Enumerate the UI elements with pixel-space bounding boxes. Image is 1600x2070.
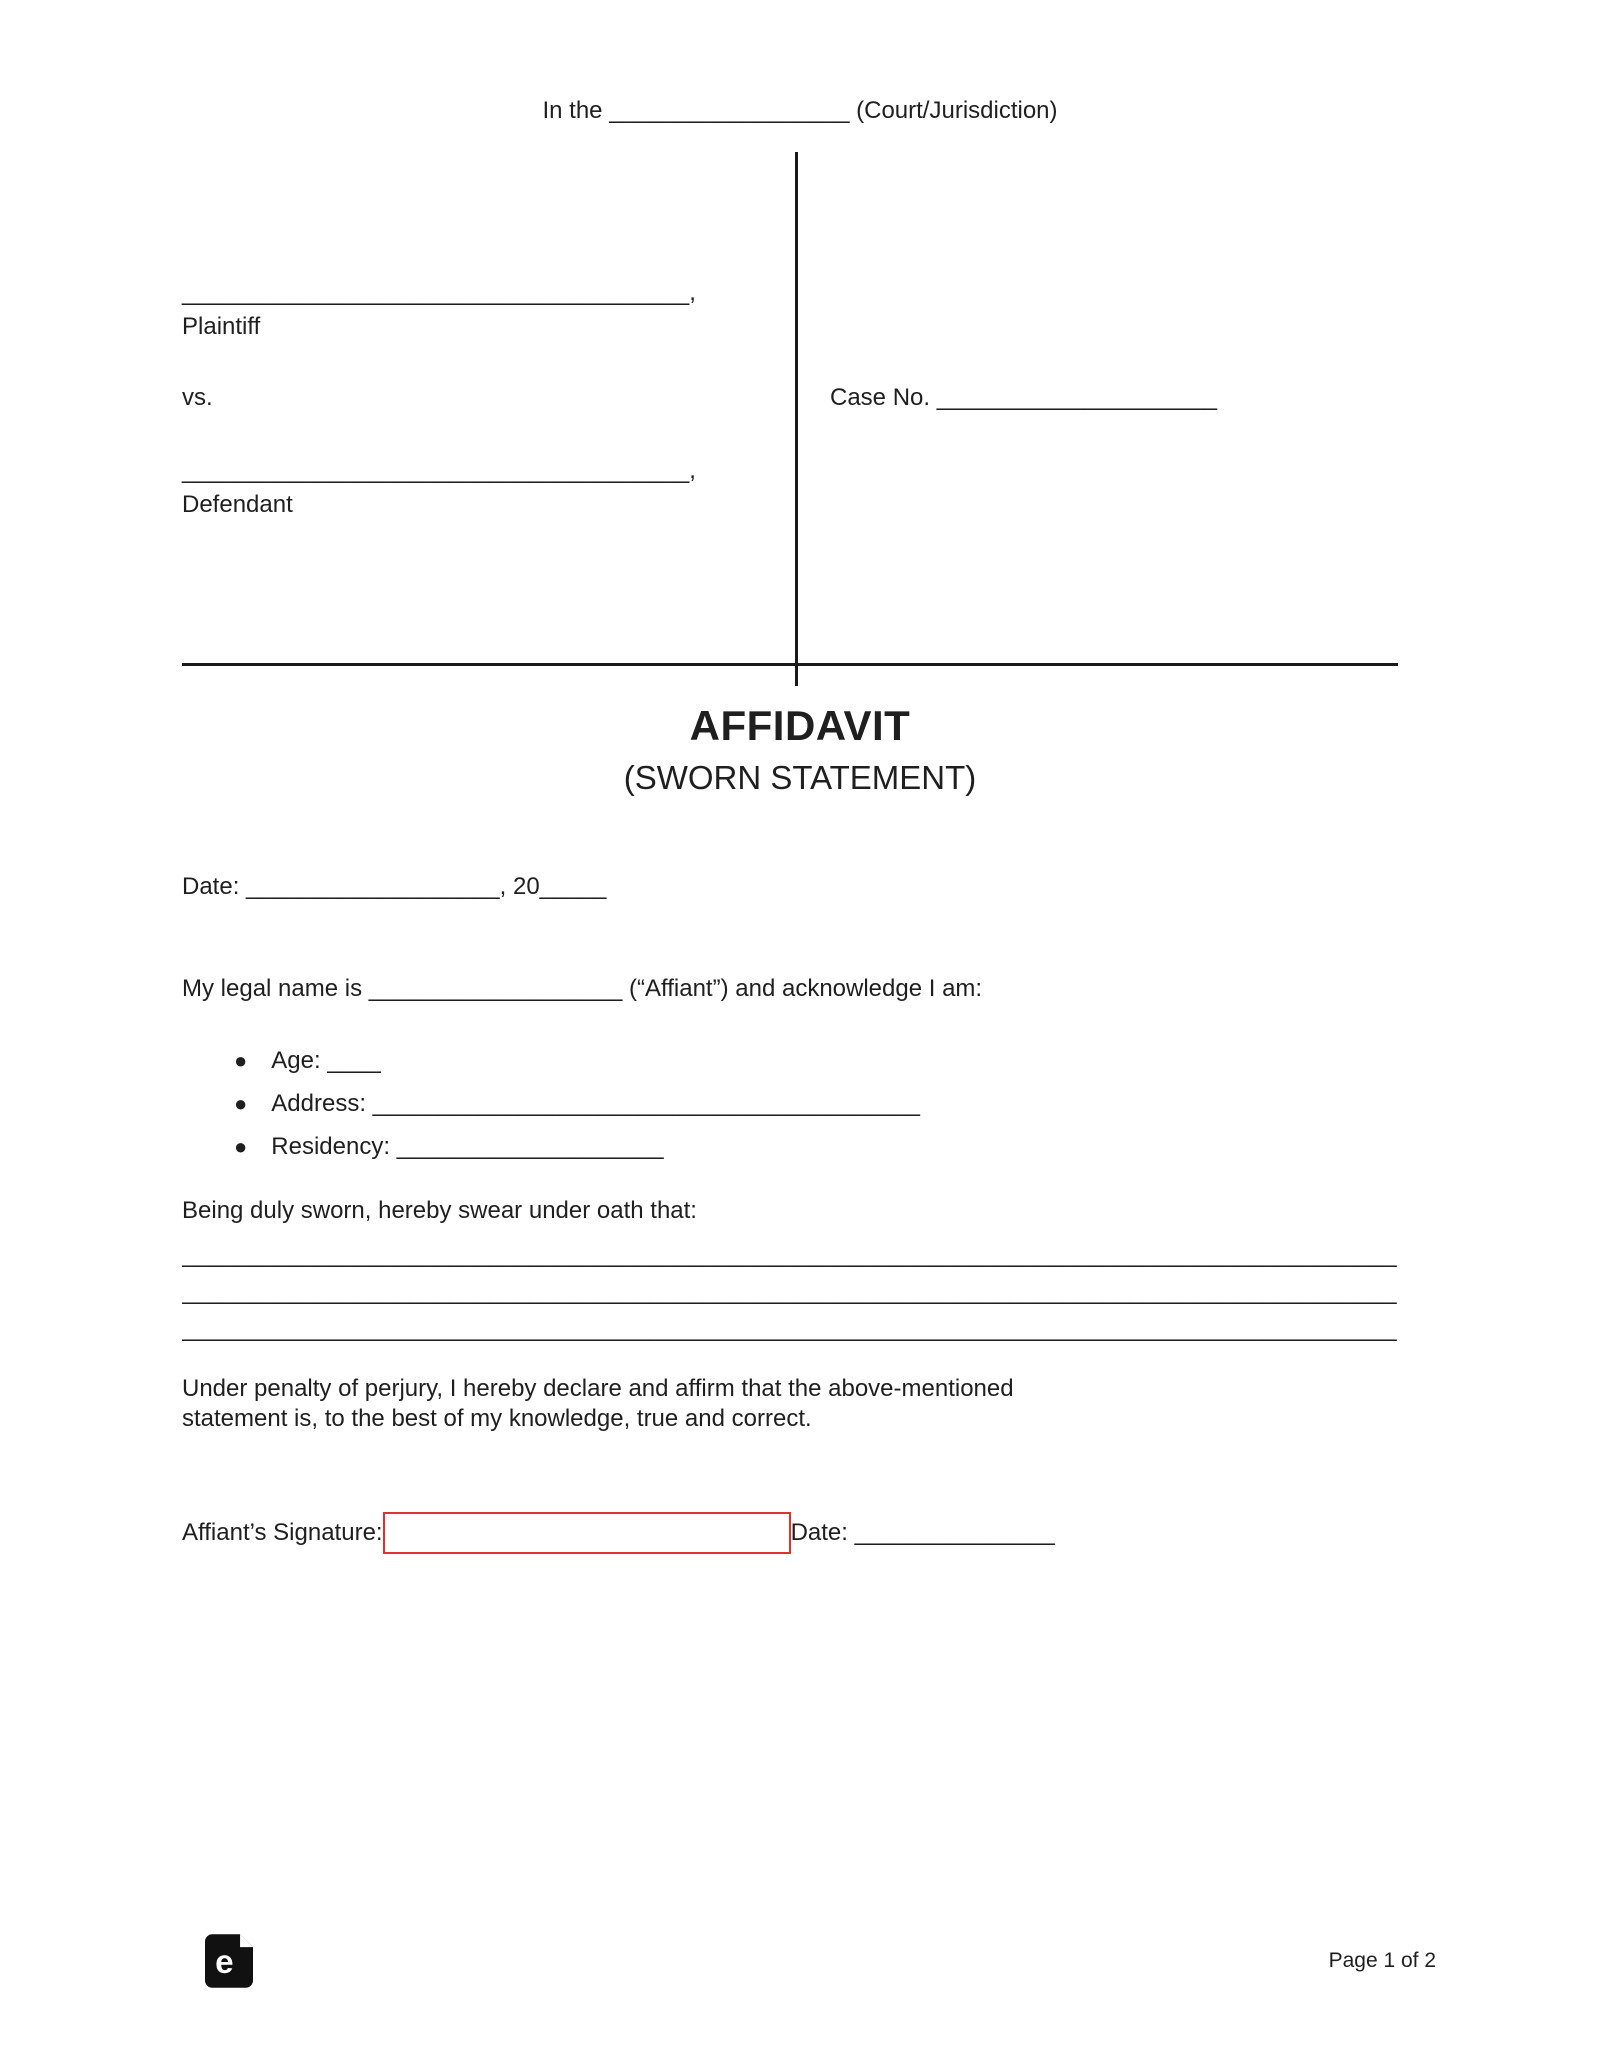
residency-line: Residency: ____________________ — [271, 1133, 664, 1160]
date-line: Date: ___________________, 20_____ — [182, 873, 607, 900]
caption-vertical-rule — [795, 152, 798, 686]
bullet-dot-icon: ● — [234, 1091, 248, 1116]
case-number-line: Case No. _____________________ — [830, 384, 1218, 411]
bullet-item-address — [234, 1089, 920, 1119]
eforms-logo — [205, 1934, 253, 1988]
address-line: Address: _________________________________________ — [271, 1090, 920, 1117]
eforms-logo-icon — [205, 1934, 253, 1988]
signature-date-line: Date: _______________ — [790, 1519, 1055, 1546]
sworn-statement-intro: Being duly sworn, hereby swear under oath that: — [182, 1197, 697, 1224]
plaintiff-blank-line: ______________________________________, — [182, 279, 696, 306]
perjury-line-1: Under penalty of perjury, I hereby declare and affirm that the above-mentioned — [182, 1375, 1014, 1402]
legal-name-line: My legal name is ___________________ (“Affiant”) and acknowledge I am: — [182, 975, 983, 1002]
document-title: AFFIDAVIT — [689, 702, 911, 749]
plaintiff-label: Plaintiff — [182, 313, 261, 340]
svg-text:e: e — [215, 1944, 234, 1981]
court-jurisdiction-line: In the __________________ (Court/Jurisdiction) — [542, 97, 1058, 124]
signature-row — [182, 1512, 1055, 1554]
caption-horizontal-rule — [182, 663, 1398, 666]
bullet-dot-icon: ● — [234, 1048, 248, 1073]
bullet-item-residency — [234, 1132, 920, 1162]
perjury-paragraph — [182, 1374, 1282, 1434]
bullet-dot-icon: ● — [234, 1134, 248, 1159]
document-subtitle: (SWORN STATEMENT) — [623, 759, 977, 796]
perjury-line-2: statement is, to the best of my knowledge, true and correct. — [182, 1405, 812, 1432]
statement-blank-line: ___________________________________________________________________________________________ — [182, 1241, 1397, 1268]
bullet-item-age — [234, 1046, 920, 1076]
affiant-signature-label: Affiant’s Signature: — [182, 1519, 383, 1546]
vs-label: vs. — [182, 384, 213, 411]
defendant-label: Defendant — [182, 491, 293, 518]
identity-bullet-list — [234, 1046, 920, 1175]
defendant-blank-line: ______________________________________, — [182, 457, 696, 484]
page-number: Page 1 of 2 — [1328, 1949, 1436, 1972]
statement-blank-line: ___________________________________________________________________________________________ — [182, 1278, 1397, 1305]
signature-field-box[interactable] — [383, 1512, 791, 1554]
age-line: Age: ____ — [271, 1047, 381, 1074]
statement-blank-line: ___________________________________________________________________________________________ — [182, 1315, 1397, 1342]
